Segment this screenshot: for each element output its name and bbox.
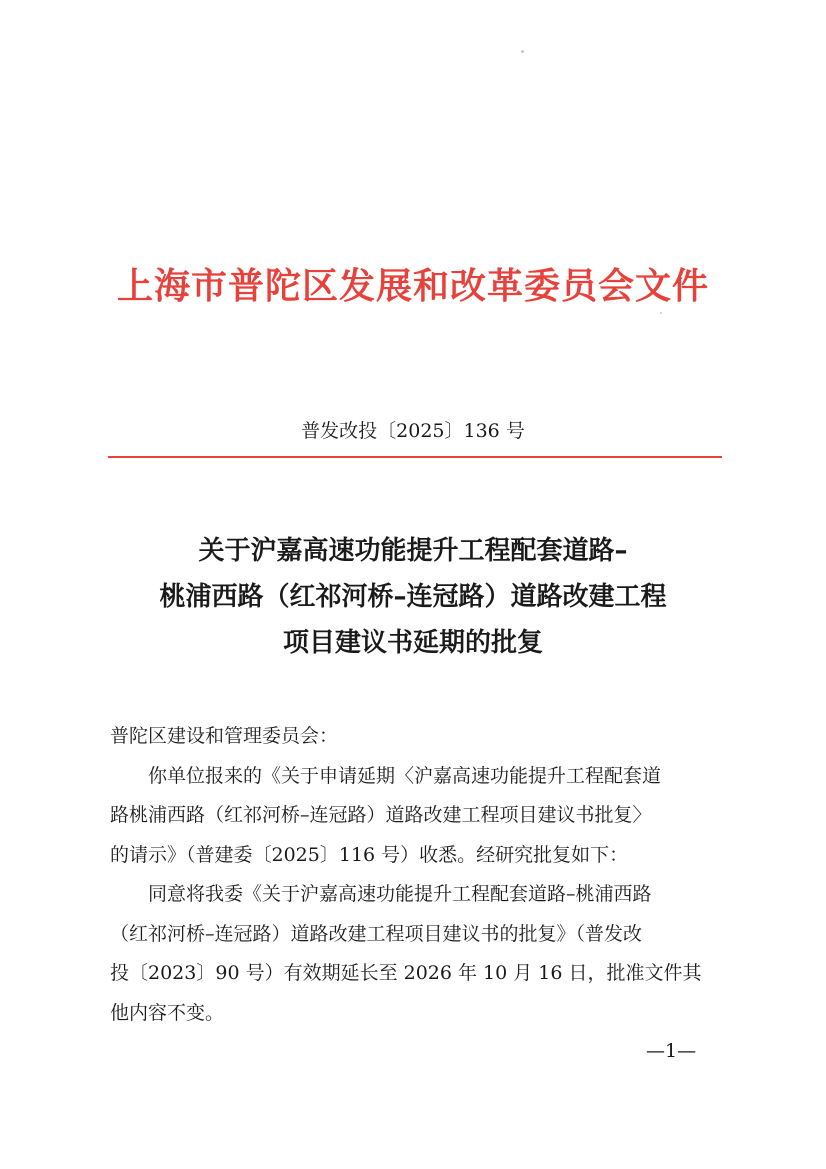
title-line: 项目建议书延期的批复 xyxy=(282,628,543,658)
paragraph-line: 你单位报来的《关于申请延期〈沪嘉高速功能提升工程配套道 xyxy=(148,764,662,787)
document-number: 普发改投〔2025〕136 号 xyxy=(301,420,525,442)
red-divider-line xyxy=(108,456,722,458)
paragraph-line: 路桃浦西路（红祁河桥–连冠路）道路改建工程项目建议书批复〉 xyxy=(110,804,652,826)
paragraph-line: 投〔2023〕90 号）有效期延长至 2026 年 10 月 16 日，批准文件其 xyxy=(110,962,702,984)
paragraph-line: 同意将我委《关于沪嘉高速功能提升工程配套道路–桃浦西路 xyxy=(148,883,652,905)
addressee: 普陀区建设和管理委员会： xyxy=(110,725,339,747)
paragraph-line: 的请示》（普建委〔2025〕116 号）收悉。经研究批复如下： xyxy=(110,843,629,866)
scan-speck xyxy=(521,50,524,53)
title-line: 关于沪嘉高速功能提升工程配套道路– xyxy=(198,536,628,566)
document-title xyxy=(80,528,746,666)
page-number: —1— xyxy=(646,1040,697,1062)
paragraph-line: 他内容不变。 xyxy=(110,1001,225,1024)
paragraph-line: （红祁河桥–连冠路）道路改建工程项目建议书的批复》（普发改 xyxy=(110,922,643,945)
issuer-title: 上海市普陀区发展和改革委员会文件 xyxy=(116,265,709,307)
document-body xyxy=(110,717,722,1033)
scan-speck xyxy=(660,312,662,314)
title-line: 桃浦西路（红祁河桥–连冠路）道路改建工程 xyxy=(159,582,667,612)
